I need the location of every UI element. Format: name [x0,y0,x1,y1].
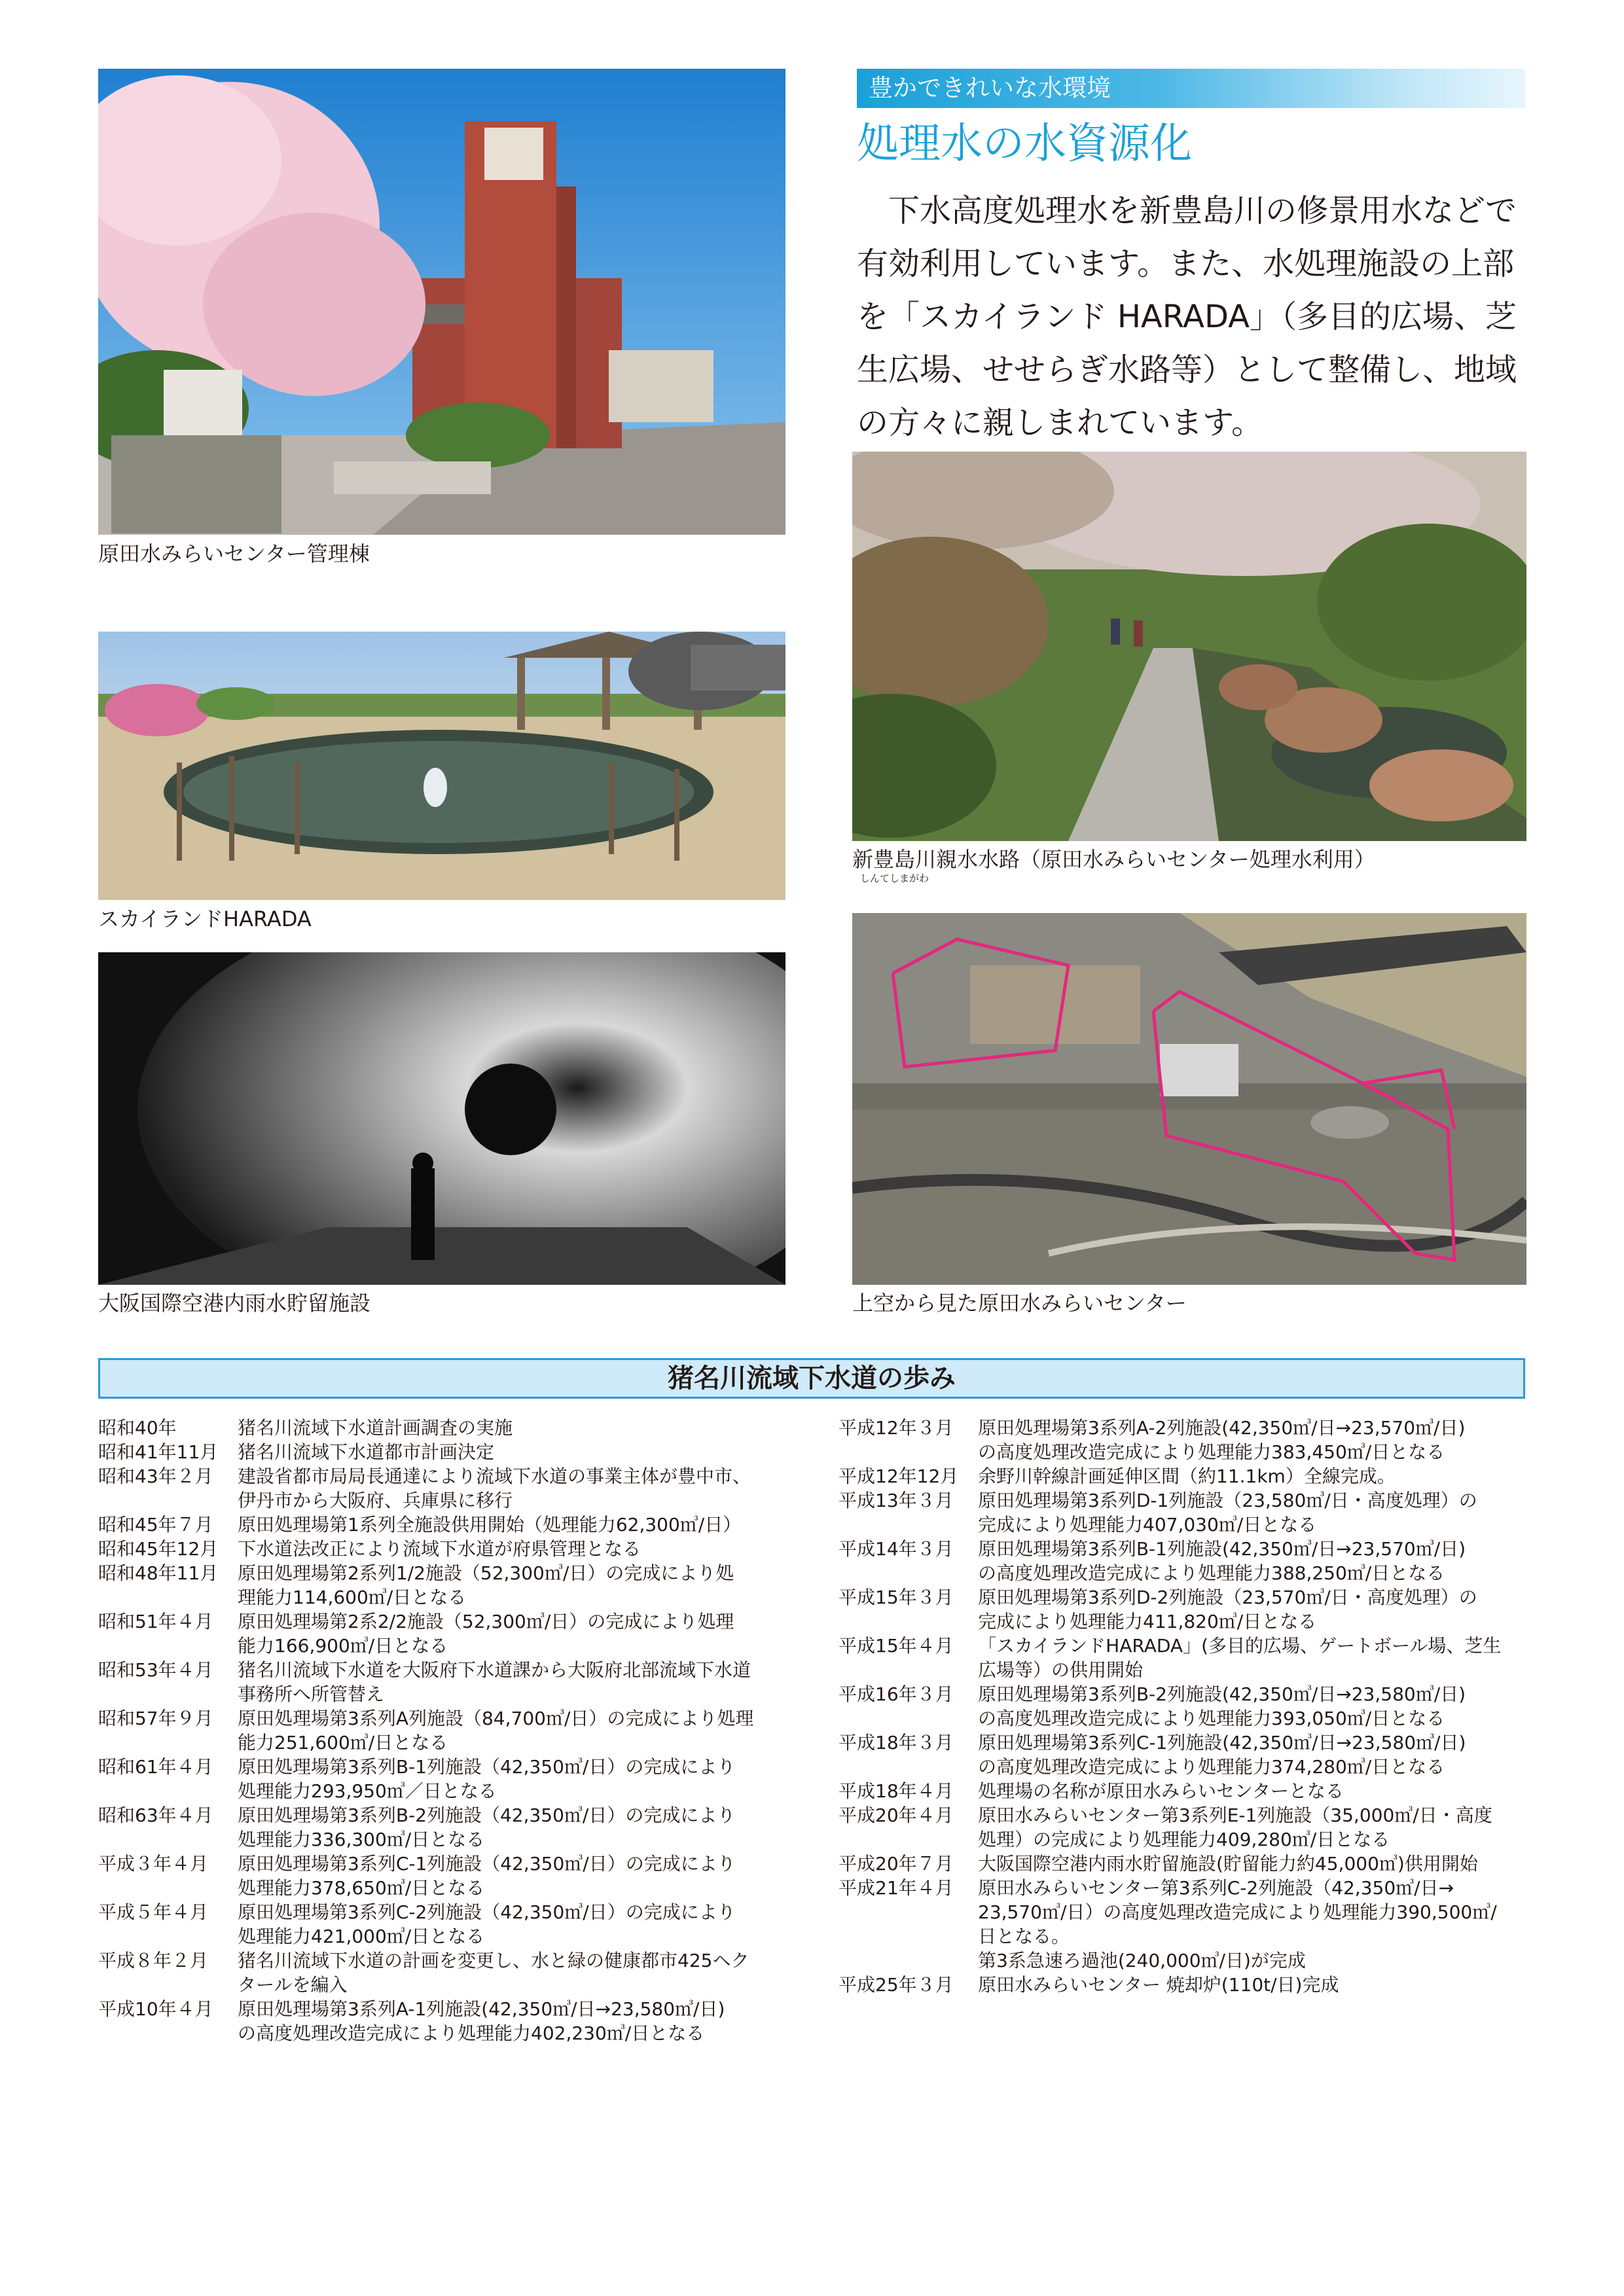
history-line: 処理能力421,000㎥/日となる [238,1926,485,1947]
history-description [978,1634,1532,1682]
caption-admin-building: 原田水みらいセンター管理棟 [98,541,370,566]
caption-tunnel: 大阪国際空港内雨水貯留施設 [98,1291,371,1316]
history-line: の高度処理改造完成により処理能力393,050㎥/日となる [978,1708,1445,1729]
history-date: 昭和61年４月 [98,1756,213,1778]
history-entry [839,1416,1532,1464]
history-entry [839,1585,1532,1634]
history-title: 猪名川流域下水道の歩み [98,1358,1525,1399]
history-line: 原田処理場第3系列B-1列施設（42,350㎥/日）の完成により [238,1756,736,1778]
history-date: 平成25年３月 [839,1974,954,1996]
history-line: 理能力114,600㎥/日となる [238,1587,467,1608]
history-entry [839,1682,1532,1731]
history-description [978,1464,1532,1488]
history-line: 原田処理場第3系列B-1列施設(42,350㎥/日→23,570㎥/日) [978,1538,1466,1560]
history-line: 広場等）の供用開始 [978,1659,1144,1681]
history-line: 猪名川流域下水道計画調査の実施 [238,1417,513,1439]
history-description [238,1658,893,1706]
history-entry [839,1779,1532,1803]
history-line: 原田処理場第1系列全施設供用開始（処理能力62,300㎥/日） [238,1514,742,1535]
history-line: の高度処理改造完成により処理能力388,250㎥/日となる [978,1562,1445,1584]
caption-waterway-ruby: しんてしまがわ [860,872,929,884]
history-description [978,1416,1532,1464]
history-line: 猪名川流域下水道都市計画決定 [238,1441,495,1463]
history-line: 原田処理場第3系列D-1列施設（23,580㎥/日・高度処理）の [978,1490,1477,1511]
history-line: 原田処理場第3系列B-2列施設(42,350㎥/日→23,580㎥/日) [978,1683,1466,1705]
history-line: 第3系急速ろ過池(240,000㎥/日)が完成 [978,1950,1306,1971]
photo-aerial [852,913,1526,1285]
section-heading: 処理水の水資源化 [857,120,1192,168]
history-description [978,1682,1532,1731]
history-description [978,1731,1532,1779]
history-entry [98,1440,893,1464]
history-line: 原田処理場第2系列1/2施設（52,300㎥/日）の完成により処 [238,1562,734,1584]
history-entry [98,1755,893,1803]
history-date: 平成13年３月 [839,1490,954,1511]
section-tag: 豊かできれいな水環境 [857,69,1525,108]
caption-sky-land: スカイランドHARADA [98,906,312,931]
history-entry [98,1561,893,1609]
history-entry [98,1416,893,1440]
history-date: 平成16年３月 [839,1683,954,1705]
history-entry [839,1731,1532,1779]
history-line: 原田処理場第3系列C-1列施設(42,350㎥/日→23,580㎥/日) [978,1732,1466,1753]
history-entry [98,1464,893,1513]
photo-waterway [852,452,1526,841]
history-left-column [98,1416,893,2045]
history-date: 平成18年３月 [839,1732,954,1753]
history-line: 処理能力378,650㎥/日となる [238,1877,485,1899]
history-description [238,1997,893,2045]
history-date: 平成10年４月 [98,1998,213,2020]
history-entry [98,1948,893,1997]
history-date: 昭和63年４月 [98,1804,213,1826]
history-line: 日となる。 [978,1926,1070,1947]
history-description [238,1755,893,1803]
history-line: 下水道法改正により流域下水道が府県管理となる [238,1538,641,1560]
history-date: 平成３年４月 [98,1853,209,1874]
history-date: 昭和48年11月 [98,1562,219,1584]
history-line: 猪名川流域下水道を大阪府下水道課から大阪府北部流域下水道 [238,1659,751,1681]
history-description [978,1973,1532,1997]
history-date: 平成21年４月 [839,1877,954,1899]
history-line: 原田水みらいセンター 焼却炉(110t/日)完成 [978,1974,1339,1996]
history-line: 建設省都市局局長通達により流域下水道の事業主体が豊中市、 [238,1465,751,1487]
history-date: 平成12年３月 [839,1417,954,1439]
photo-sky-land [98,632,785,900]
history-date: 昭和51年４月 [98,1611,213,1632]
history-description [238,1706,893,1755]
history-line: 猪名川流域下水道の計画を変更し、水と緑の健康都市425ヘク [238,1950,749,1971]
history-line: 能力166,900㎥/日となる [238,1635,448,1657]
history-entry [839,1488,1532,1537]
history-entry [98,1900,893,1948]
history-date: 平成20年４月 [839,1804,954,1826]
history-description [978,1779,1532,1803]
photo-tunnel [98,952,785,1285]
caption-aerial: 上空から見た原田水みらいセンター [852,1291,1187,1316]
history-line: の高度処理改造完成により処理能力402,230㎥/日となる [238,2022,705,2044]
history-entry [839,1803,1532,1852]
history-description [978,1876,1532,1973]
history-entry [98,1803,893,1852]
caption-waterway: 新豊島川親水水路（原田水みらいセンター処理水利用） [852,847,1375,872]
history-description [978,1488,1532,1537]
history-line: タールを編入 [238,1974,348,1996]
history-description [238,1852,893,1900]
history-line: 能力251,600㎥/日となる [238,1732,448,1753]
history-entry [98,1852,893,1900]
section-lead: 下水高度処理水を新豊島川の修景用水などで有効利用しています。また、水処理施設の上部を「スカイランド HARADA」（多目的広場、芝生広場、せせらぎ水路等）として整備し、地域の方々に親しまれています。 [857,192,1517,441]
history-description [238,1561,893,1609]
history-entry [98,1513,893,1537]
history-date: 平成15年３月 [839,1587,954,1608]
history-date: 平成20年７月 [839,1853,954,1874]
history-description [238,1803,893,1852]
history-date: 昭和43年２月 [98,1465,213,1487]
history-line: 伊丹市から大阪府、兵庫県に移行 [238,1490,513,1511]
history-date: 昭和53年４月 [98,1659,213,1681]
history-entry [98,1658,893,1706]
history-date: 平成18年４月 [839,1780,954,1802]
history-line: 完成により処理能力411,820㎥/日となる [978,1611,1317,1632]
history-line: 処理能力336,300㎥/日となる [238,1829,485,1850]
history-entry [839,1852,1532,1876]
history-line: の高度処理改造完成により処理能力374,280㎥/日となる [978,1756,1445,1778]
photo-admin-building [98,69,785,535]
history-line: 余野川幹線計画延伸区間（約11.1km）全線完成。 [978,1465,1396,1487]
history-description [238,1948,893,1997]
history-line: 「スカイランドHARADA」(多目的広場、ゲートボール場、芝生 [978,1635,1502,1657]
history-line: 原田処理場第3系列C-1列施設（42,350㎥/日）の完成により [238,1853,736,1874]
history-line: 原田水みらいセンター第3系列C-2列施設（42,350㎥/日→ [978,1877,1454,1899]
history-right-column [839,1416,1532,1997]
history-entry [839,1464,1532,1488]
history-line: 処理場の名称が原田水みらいセンターとなる [978,1780,1344,1802]
history-description [978,1852,1532,1876]
history-entry [839,1537,1532,1585]
history-entry [839,1973,1532,1997]
history-date: 平成５年４月 [98,1901,209,1923]
history-date: 昭和45年７月 [98,1514,213,1535]
history-line: 処理能力293,950㎥／日となる [238,1780,497,1802]
history-entry [98,1609,893,1658]
history-line: 原田処理場第2系2/2施設（52,300㎥/日）の完成により処理 [238,1611,734,1632]
history-description [978,1585,1532,1634]
history-date: 昭和45年12月 [98,1538,219,1560]
history-line: の高度処理改造完成により処理能力383,450㎥/日となる [978,1441,1445,1463]
history-entry [98,1537,893,1561]
history-description [978,1537,1532,1585]
history-description [238,1416,893,1440]
history-line: 23,570㎥/日）の高度処理改造完成により処理能力390,500㎥/ [978,1901,1497,1923]
history-line: 原田処理場第3系列A-1列施設(42,350㎥/日→23,580㎥/日) [238,1998,725,2020]
history-description [238,1464,893,1513]
history-description [238,1609,893,1658]
history-description [238,1537,893,1561]
history-line: 大阪国際空港内雨水貯留施設(貯留能力約45,000㎥)供用開始 [978,1853,1478,1874]
history-date: 昭和41年11月 [98,1441,219,1463]
history-entry [98,1997,893,2045]
history-date: 平成12年12月 [839,1465,959,1487]
history-entry [839,1876,1532,1973]
history-line: 処理）の完成により処理能力409,280㎥/日となる [978,1829,1390,1850]
history-date: 昭和57年９月 [98,1708,213,1729]
history-description [238,1900,893,1948]
history-line: 事務所へ所管替え [238,1683,385,1705]
history-date: 昭和40年 [98,1417,177,1439]
history-line: 完成により処理能力407,030㎥/日となる [978,1514,1317,1535]
history-date: 平成15年４月 [839,1635,954,1657]
history-line: 原田処理場第3系列B-2列施設（42,350㎥/日）の完成により [238,1804,736,1826]
history-description [978,1803,1532,1852]
history-date: 平成８年２月 [98,1950,209,1971]
history-entry [839,1634,1532,1682]
history-line: 原田処理場第3系列A-2列施設(42,350㎥/日→23,570㎥/日) [978,1417,1466,1439]
history-description [238,1440,893,1464]
history-line: 原田処理場第3系列C-2列施設（42,350㎥/日）の完成により [238,1901,736,1923]
history-line: 原田処理場第3系列A列施設（84,700㎥/日）の完成により処理 [238,1708,754,1729]
history-line: 原田処理場第3系列D-2列施設（23,570㎥/日・高度処理）の [978,1587,1477,1608]
history-description [238,1513,893,1537]
history-entry [98,1706,893,1755]
history-line: 原田水みらいセンター第3系列E-1列施設（35,000㎥/日・高度 [978,1804,1492,1826]
history-date: 平成14年３月 [839,1538,954,1560]
